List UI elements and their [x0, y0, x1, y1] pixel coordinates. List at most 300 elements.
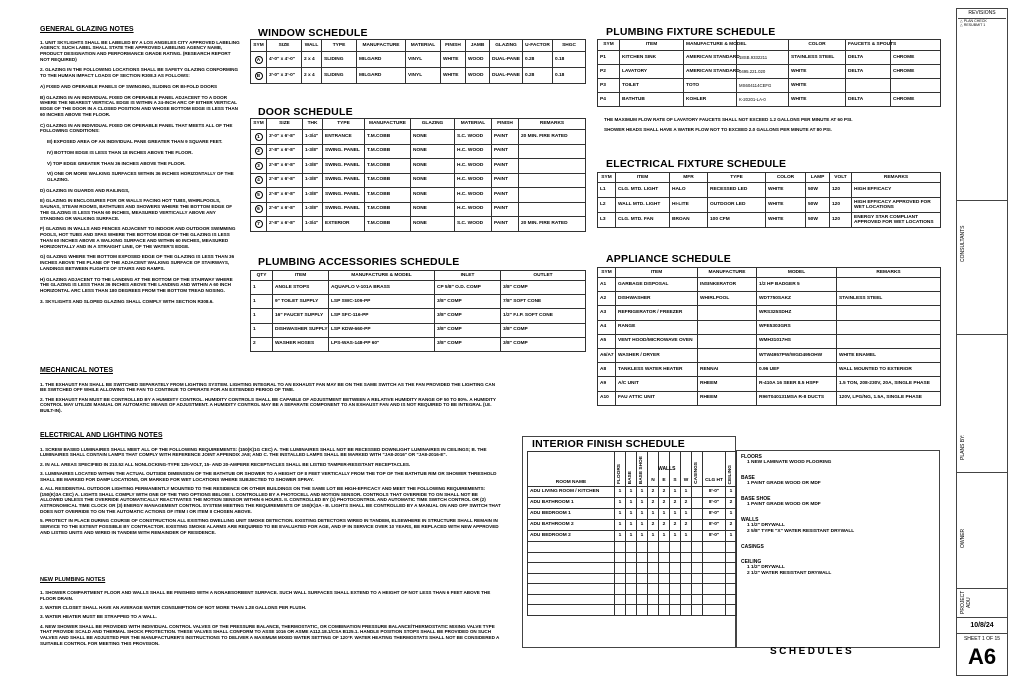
table-cell: [698, 334, 757, 348]
empty-cell: [726, 605, 737, 616]
empty-cell: [626, 594, 637, 605]
table-cell: OUTDOOR LED: [708, 198, 766, 213]
table-cell: 2: [659, 520, 670, 531]
empty-cell: [670, 605, 681, 616]
room-name-header: ROOM NAME: [528, 452, 615, 487]
plumbing-accessories-title: PLUMBING ACCESSORIES SCHEDULE: [258, 256, 460, 268]
empty-cell: [648, 584, 659, 595]
table-cell: WHITE: [789, 79, 846, 93]
table-cell: A10: [598, 391, 616, 405]
table-row: [598, 377, 941, 391]
table-cell: 3/8" COMP: [435, 337, 501, 351]
table-cell: A9: [598, 377, 616, 391]
symbol-circle: 5: [255, 191, 263, 199]
title-block: [956, 8, 1008, 676]
column-header: ITEM: [616, 268, 698, 278]
column-header: SYM: [598, 40, 620, 51]
table-cell: WMH31017HS: [757, 334, 837, 348]
empty-cell: [626, 584, 637, 595]
table-cell: TANKLESS WATER HEATER: [616, 363, 698, 377]
table-cell: P4: [598, 93, 620, 107]
table-cell: DUAL-PANE: [490, 52, 523, 68]
table-cell: [519, 173, 586, 188]
table-cell: 1: [681, 531, 692, 542]
column-header-label: BASE SHOE: [639, 455, 645, 484]
note-item: 5. PROTECT IN PLACE DURING COURSE OF CONSTRUCTION ALL EXISTING DWELLING UNIT SMOKE DETECTION. EXISTING DETECTORS WIRED IN TANDEM, ELSEWHERE IN STRUCTURE SHALL REMAIN IN SERVICE TO THE EXTENT POSSIBLE BY CONTRACTOR. EXISTING SMOKE ALARMS ARE REQUIRED TO BE EVALUATED FOR AGE, AND IF IN SERVICE OVER 10 YEARS, BE REPLACED WITH NEW APPROVED AND LISTED UNITS AND WIRED IN TANDEM WITH REMAINDER OF RESIDENCE.: [40, 518, 499, 535]
table-cell: 3/8" COMP: [501, 337, 586, 351]
table-cell: 1: [670, 509, 681, 520]
table-cell: SLIDING: [322, 68, 357, 84]
table-cell: [891, 79, 941, 93]
table-cell: ADU BATHROOM 1: [528, 498, 615, 509]
column-header: INLET: [435, 271, 501, 281]
column-header: [681, 452, 692, 487]
column-header: THK: [303, 119, 323, 130]
table-cell: 1: [637, 531, 648, 542]
symbol-circle: 3: [255, 162, 263, 170]
mechanical-notes: [40, 367, 502, 417]
empty-cell: [703, 563, 726, 574]
window-schedule-table: [250, 39, 586, 84]
table-row: [251, 159, 586, 174]
symbol-circle: 1: [255, 133, 263, 141]
table-cell: PAINT: [492, 144, 519, 159]
table-cell: CHROME: [891, 51, 941, 65]
legend-item: 1 PAINT GRADE WOOD OR MDF: [747, 481, 821, 487]
project-name: ADU: [966, 597, 972, 608]
table-cell: L3: [598, 213, 616, 228]
table-cell: P2: [598, 65, 620, 79]
table-cell: 16" FAUCET SUPPLY: [273, 309, 329, 323]
table-cell: BROAN: [670, 213, 708, 228]
column-header: GLAZING: [490, 40, 523, 52]
column-header: MODEL: [757, 268, 837, 278]
empty-cell: [726, 563, 737, 574]
note-item: C) GLAZING IN AN INDIVIDUAL FIXED OR OPERABLE PANEL THAT MEETS ALL OF THE FOLLOWING CONDITIONS:: [40, 122, 233, 134]
plumbing-accessories-table: [250, 270, 586, 352]
sheet-date: 10/8/24: [970, 622, 994, 629]
note-item: A) FIXED AND OPERABLE PANELS OF SWINGING, SLIDING OR BI-FOLD DOORS: [40, 83, 218, 89]
table-cell: CHROME: [891, 93, 941, 107]
table-cell: WDT750SAKZ: [757, 292, 837, 306]
column-header: OUTLET: [501, 271, 586, 281]
table-cell: HI-LITE: [670, 198, 708, 213]
table-cell: WALL MOUNTED TO EXTERIOR: [837, 363, 941, 377]
window-schedule-title: WINDOW SCHEDULE: [258, 27, 368, 39]
symbol-circle: B: [255, 72, 263, 80]
table-cell: 8'-0": [703, 487, 726, 498]
table-cell: A4: [598, 320, 616, 334]
empty-cell: [681, 594, 692, 605]
column-header: [692, 452, 703, 487]
column-header-label: CLG HT: [705, 478, 723, 484]
table-cell: 1: [659, 509, 670, 520]
table-cell: [251, 188, 267, 203]
table-cell: 1: [637, 498, 648, 509]
table-row: [251, 295, 586, 309]
table-cell: K-20201-LA-0: [737, 93, 789, 107]
table-cell: 3/8" COMP: [501, 323, 586, 337]
table-cell: RHEEM: [698, 391, 757, 405]
empty-cell: [726, 573, 737, 584]
table-cell: [692, 531, 703, 542]
empty-cell: [528, 552, 615, 563]
sheet-number: A6: [967, 644, 997, 669]
empty-cell: [726, 594, 737, 605]
column-header: REMARKS: [519, 119, 586, 130]
empty-cell: [528, 594, 615, 605]
table-cell: 1-3/8": [303, 202, 323, 217]
note-item: F) GLAZING IN WALLS AND FENCES ADJACENT TO INDOOR AND OUTDOOR SWIMMING POOLS, HOT TUBS AND SPAS WHERE THE BOTTOM EDGE OF THE GLAZING IS LESS THAN 60 INCHES ABOVE A WALKING SURFACE AND WITHIN 60 INCHES, MEASURED HORIZONTALLY AND IN A STRAIGHT LINE, OF THE WATER'S EDGE.: [40, 226, 236, 249]
table-cell: TOILET: [620, 79, 684, 93]
table-cell: SWING. PANEL: [323, 202, 365, 217]
column-header: LAMP: [806, 173, 830, 183]
table-cell: 20 MIN. FIRE RATED: [519, 217, 586, 232]
column-header-label: CASINGS: [694, 462, 700, 484]
table-row: [598, 320, 941, 334]
table-cell: H.C. WOOD: [455, 173, 492, 188]
table-cell: [692, 509, 703, 520]
table-cell: 1: [626, 531, 637, 542]
table-cell: PAINT: [492, 130, 519, 145]
appliance-schedule-table: [597, 267, 941, 406]
table-row: [598, 183, 941, 198]
table-cell: WHITE: [789, 93, 846, 107]
table-row: [598, 213, 941, 228]
table-cell: PAINT: [492, 159, 519, 174]
table-cell: T.M.COBB: [365, 130, 411, 145]
table-cell: 2 x 4: [302, 52, 322, 68]
column-header-label: W: [683, 478, 689, 484]
table-cell: H.C. WOOD: [455, 188, 492, 203]
empty-cell: [681, 605, 692, 616]
column-header: REMARKS: [837, 268, 941, 278]
table-cell: [251, 52, 267, 68]
table-row: [251, 281, 586, 295]
table-cell: 2: [726, 520, 737, 531]
table-cell: 2: [251, 337, 273, 351]
empty-cell: [692, 542, 703, 553]
electrical-title: ELECTRICAL AND LIGHTING NOTES: [40, 432, 163, 439]
table-cell: 2 x 4: [302, 68, 322, 84]
note-item: H) GLAZING ADJACENT TO THE LANDING AT THE BOTTOM OF THE STAIRWAY WHERE THE GLAZING IS LESS THAN 36 INCHES ABOVE THE LANDING AND WITHIN A 60 INCH HORIZONTAL ARC LESS THAN 180 DEGREES FROM THE BOTTOM TREAD NOSING.: [40, 276, 233, 294]
empty-cell: [615, 594, 626, 605]
table-cell: [837, 278, 941, 292]
table-cell: SWING. PANEL: [323, 173, 365, 188]
table-cell: MS604114CEFG: [737, 79, 789, 93]
table-cell: 1: [615, 531, 626, 542]
column-header: REMARKS: [852, 173, 941, 183]
empty-cell: [692, 584, 703, 595]
table-cell: 3'-0" x 6'-8": [267, 130, 303, 145]
table-row: [251, 323, 586, 337]
table-cell: NONE: [411, 173, 455, 188]
note-item: VI) ONE OR MORE WALKING SURFACES WITHIN 36 INCHES HORIZONTALLY OF THE GLAZING.: [47, 171, 234, 183]
table-cell: KITCHEN SINK: [620, 51, 684, 65]
table-cell: 1: [670, 487, 681, 498]
table-cell: 9" TOILET SUPPLY: [273, 295, 329, 309]
table-cell: [698, 348, 757, 362]
plumbing-fixture-table: [597, 39, 941, 107]
walls-group-label: WALLS: [658, 466, 676, 472]
table-cell: 1: [626, 520, 637, 531]
empty-cell: [626, 573, 637, 584]
table-cell: 3/8" COMP: [501, 281, 586, 295]
empty-cell: [670, 584, 681, 595]
table-cell: PAINT: [492, 188, 519, 203]
table-cell: AMERICAN STANDARD: [684, 51, 737, 65]
table-cell: 1: [626, 509, 637, 520]
plumbing-fixture-title: PLUMBING FIXTURE SCHEDULE: [606, 26, 776, 38]
note-item: III) EXPOSED AREA OF AN INDIVIDUAL PANE GREATER THAN 9 SQUARE FEET.: [47, 139, 223, 145]
table-cell: [837, 334, 941, 348]
table-cell: WHITE: [766, 198, 806, 213]
empty-cell: [692, 573, 703, 584]
table-cell: SLIDING: [322, 52, 357, 68]
table-cell: 1-3/8": [303, 159, 323, 174]
table-cell: [251, 159, 267, 174]
table-cell: S.C. WOOD: [455, 130, 492, 145]
owner-label: OWNER: [960, 528, 966, 548]
table-cell: 2'-8" x 6'-8": [267, 159, 303, 174]
column-header-label: CEILING: [728, 464, 734, 484]
legend-heading: BASE: [741, 474, 755, 481]
column-header: [891, 40, 941, 51]
symbol-circle: 4: [255, 176, 263, 184]
table-cell: DUAL-PANE: [490, 68, 523, 84]
note-item: D) GLAZING IN GUARDS AND RAILINGS,: [40, 187, 130, 193]
table-cell: VINYL: [406, 68, 441, 84]
table-cell: WFE5303GRS: [757, 320, 837, 334]
table-cell: ADU BEDROOM 1: [528, 509, 615, 520]
table-cell: VENT HOOD/MICROWAVE OVEN: [616, 334, 698, 348]
column-header: TYPE: [708, 173, 766, 183]
note-item: E) GLAZING IN ENCLOSURES FOR OR WALLS FACING HOT TUBS, WHIRLPOOLS, SAUNAS, STEAM ROOMS, BATHTUBS AND SHOWERS WHERE THE BOTTOM EDGE OF THE GLAZING IS LESS THAN 60 INCHES, MEASURED VERTICALLY ABOVE ANY STANDING OR WALKING SURFACE.: [40, 198, 233, 221]
table-cell: SWING. PANEL: [323, 159, 365, 174]
column-header: ITEM: [273, 271, 329, 281]
table-cell: H.C. WOOD: [455, 159, 492, 174]
note-item: V) TOP EDGE GREATER THAN 36 INCHES ABOVE THE FLOOR.: [47, 160, 186, 166]
table-cell: 0.18: [553, 68, 586, 84]
table-cell: 1: [637, 487, 648, 498]
empty-row: [528, 563, 737, 574]
table-cell: A8: [598, 363, 616, 377]
empty-cell: [648, 563, 659, 574]
column-header: [703, 452, 726, 487]
table-cell: 1.5 TON, 208-230V, 20A, SINGLE PHASE: [837, 377, 941, 391]
table-cell: RENNAI: [698, 363, 757, 377]
note-item: 2. GLAZING IN THE FOLLOWING LOCATIONS SHALL BE SAFETY GLAZING CONFORMING TO THE HUMAN IMPACT LOADS OF SECTION R308.3 AS FOLLOWS:: [40, 67, 239, 79]
table-row: [598, 348, 941, 362]
table-cell: DELTA: [846, 93, 891, 107]
table-cell: LSP SWC-109-PP: [329, 295, 435, 309]
table-cell: [692, 498, 703, 509]
table-cell: DISHWASHER: [616, 292, 698, 306]
empty-cell: [615, 573, 626, 584]
empty-cell: [692, 605, 703, 616]
column-header: ITEM: [620, 40, 684, 51]
table-cell: 120: [830, 198, 852, 213]
table-cell: CHROME: [891, 65, 941, 79]
table-cell: HIGH EFFICACY: [852, 183, 941, 198]
empty-cell: [670, 563, 681, 574]
table-cell: 1: [681, 509, 692, 520]
table-cell: MILGARD: [357, 52, 406, 68]
table-cell: 1: [615, 498, 626, 509]
table-cell: WHIRLPOOL: [698, 292, 757, 306]
table-cell: HALO: [670, 183, 708, 198]
table-row: [251, 52, 586, 68]
table-cell: 2'-6" x 6'-8": [267, 202, 303, 217]
table-cell: [846, 79, 891, 93]
table-cell: WHITE: [789, 65, 846, 79]
table-cell: TOTO: [684, 79, 737, 93]
empty-cell: [726, 584, 737, 595]
table-cell: LAVATORY: [620, 65, 684, 79]
legend-item: 2 1/2" WATER RESISTANT DRYWALL: [747, 570, 832, 576]
table-cell: NONE: [411, 159, 455, 174]
table-cell: RHEEM: [698, 377, 757, 391]
table-row: [528, 509, 737, 520]
note-item: 2. THE EXHAUST FAN MUST BE CONTROLLED BY A HUMIDITY CONTROL. HUMIDITY CONTROLS SHALL BE CAPABLE OF ADJUSTMENT BETWEEN A RELATIVE HUMIDITY RANGE OF 50 TO 80%. A HUMIDITY CONTROL MAY UTILIZE MANUAL OR AUTOMATIC MEANS OF ADJUSTMENT. A HUMIDITY CONTROL MAY BE A SEPARATE COMPONENT TO AN EXHAUST FAN AND IS NOT REQUIRED TO BE INTEGRAL (I.E. BUILT-IN).: [40, 396, 496, 414]
interior-finish-table: [527, 451, 737, 616]
table-row: [528, 487, 737, 498]
table-row: [251, 130, 586, 145]
table-cell: 1: [681, 487, 692, 498]
column-header-label: N: [651, 478, 655, 484]
symbol-circle: 2: [255, 147, 263, 155]
empty-cell: [670, 594, 681, 605]
table-cell: A/C UNIT: [616, 377, 698, 391]
empty-cell: [637, 563, 648, 574]
table-cell: 1-3/8": [303, 144, 323, 159]
table-cell: [837, 320, 941, 334]
empty-cell: [648, 573, 659, 584]
table-row: [251, 202, 586, 217]
table-cell: CP 5/8" O.D. COMP: [435, 281, 501, 295]
table-cell: [692, 520, 703, 531]
table-row: [251, 68, 586, 84]
table-cell: 3/8" COMP: [435, 323, 501, 337]
empty-row: [528, 584, 737, 595]
interior-finish-title: INTERIOR FINISH SCHEDULE: [532, 438, 685, 450]
table-cell: A1: [598, 278, 616, 292]
appliance-title: APPLIANCE SCHEDULE: [606, 253, 731, 265]
table-cell: T.M.COBB: [365, 173, 411, 188]
note-item: 1. UNIT SKYLIGHTS SHALL BE LABELED BY A LOS ANGELES CITY APPROVED LABELING AGENCY. SUCH LABEL SHALL STATE THE APPROVED LABELING AGENCY NAME, PRODUCT DESIGNATION AND PERFORMANCE GRADE RATING. (RESEARCH REPORT NOT REQUIRED): [40, 39, 240, 62]
table-row: [598, 51, 941, 65]
project-label: PROJECT: [960, 590, 966, 614]
table-cell: PAINT: [492, 202, 519, 217]
table-cell: H.C. WOOD: [455, 202, 492, 217]
table-cell: [698, 306, 757, 320]
table-cell: 1: [615, 520, 626, 531]
empty-cell: [528, 605, 615, 616]
table-cell: VINYL: [406, 52, 441, 68]
table-cell: LSP SFC-116-PP: [329, 309, 435, 323]
table-cell: PAINT: [492, 217, 519, 232]
empty-cell: [703, 594, 726, 605]
empty-cell: [528, 563, 615, 574]
table-cell: ADU LIVING ROOM / KITCHEN: [528, 487, 615, 498]
table-cell: 1: [251, 323, 273, 337]
empty-cell: [681, 563, 692, 574]
symbol-circle: A: [255, 56, 263, 64]
column-header: MANUFACTURE & MODEL: [684, 40, 737, 51]
empty-cell: [659, 584, 670, 595]
empty-cell: [692, 563, 703, 574]
table-cell: 2: [726, 498, 737, 509]
table-cell: NONE: [411, 202, 455, 217]
empty-cell: [659, 594, 670, 605]
table-cell: T.M.COBB: [365, 144, 411, 159]
empty-cell: [703, 552, 726, 563]
table-row: [598, 363, 941, 377]
empty-cell: [692, 552, 703, 563]
table-cell: 1: [726, 531, 737, 542]
table-cell: 0.96 UEF: [757, 363, 837, 377]
empty-row: [528, 605, 737, 616]
table-cell: 1: [615, 509, 626, 520]
table-cell: [251, 202, 267, 217]
column-header: GLAZING: [411, 119, 455, 130]
column-header: U-FACTOR: [523, 40, 553, 52]
table-cell: 50W: [806, 213, 830, 228]
column-header: [726, 452, 737, 487]
empty-cell: [637, 605, 648, 616]
plumbing-fixture-notes: [604, 117, 934, 136]
column-header: MANUFACTURE: [365, 119, 411, 130]
table-cell: T.M.COBB: [365, 188, 411, 203]
column-header: ITEM: [616, 173, 670, 183]
column-header: [626, 452, 637, 487]
table-cell: NONE: [411, 188, 455, 203]
empty-cell: [681, 552, 692, 563]
table-cell: 18SB.9332211: [737, 51, 789, 65]
table-cell: 2'-8" x 6'-8": [267, 144, 303, 159]
table-cell: 8'-0": [703, 520, 726, 531]
table-cell: INSINKERATOR: [698, 278, 757, 292]
empty-cell: [648, 605, 659, 616]
column-header: TYPE: [323, 119, 365, 130]
empty-cell: [726, 542, 737, 553]
column-header: SYM: [598, 268, 616, 278]
column-header: SIZE: [267, 119, 303, 130]
table-cell: BATHTUB: [620, 93, 684, 107]
table-cell: LSP KDW-660-PP: [329, 323, 435, 337]
table-cell: STAINLESS STEEL: [789, 51, 846, 65]
table-cell: 1: [648, 531, 659, 542]
table-cell: WTW4957PW/WGD495OHW: [757, 348, 837, 362]
table-cell: REFRIGERATOR / FREEZER: [616, 306, 698, 320]
table-cell: AQUAFLO V-101A BRASS: [329, 281, 435, 295]
table-cell: FAU ATTIC UNIT: [616, 391, 698, 405]
empty-cell: [626, 552, 637, 563]
table-cell: [251, 217, 267, 232]
table-cell: 2: [648, 520, 659, 531]
table-cell: CLG. MTD. FAN: [616, 213, 670, 228]
table-cell: WHITE ENAMEL: [837, 348, 941, 362]
empty-cell: [615, 605, 626, 616]
empty-cell: [659, 573, 670, 584]
empty-cell: [615, 563, 626, 574]
table-cell: ANGLE STOPS: [273, 281, 329, 295]
table-cell: 0495.221.020: [737, 65, 789, 79]
table-cell: NONE: [411, 130, 455, 145]
empty-cell: [648, 542, 659, 553]
table-row: [598, 278, 941, 292]
empty-cell: [692, 594, 703, 605]
